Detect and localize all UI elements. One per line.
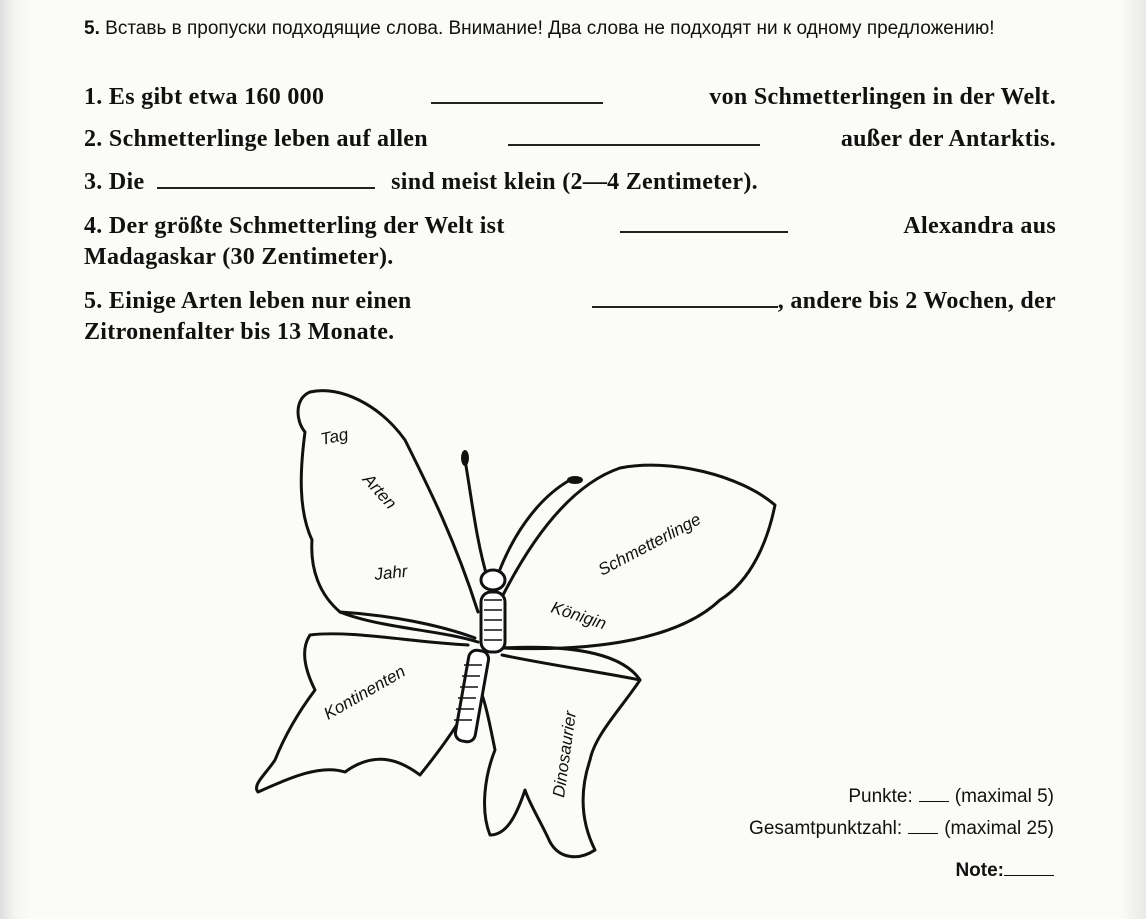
gesamt-label: Gesamtpunktzahl: bbox=[749, 818, 903, 839]
sentence-text-before: Einige Arten leben nur einen bbox=[108, 288, 412, 314]
word-dinosaurier: Dinosaurier bbox=[549, 709, 581, 799]
left-lower-wing bbox=[256, 634, 468, 792]
sentence-text-before: Der größte Schmetterling der Welt ist bbox=[108, 213, 505, 239]
word-schmetterlinge: Schmetterlinge bbox=[594, 509, 704, 580]
sentence-number: 2. bbox=[84, 126, 103, 152]
butterfly-thorax bbox=[481, 592, 505, 652]
punkte-blank[interactable] bbox=[919, 786, 949, 802]
sentence-number: 3. bbox=[84, 169, 103, 195]
punkte-label: Punkte: bbox=[848, 786, 913, 807]
word-arten: Arten bbox=[359, 469, 401, 513]
sentence-4 bbox=[84, 211, 1056, 273]
sentence-text-before: Es gibt etwa 160 000 bbox=[108, 84, 325, 110]
butterfly-word-bank bbox=[240, 380, 800, 880]
word-tag: Tag bbox=[318, 424, 350, 449]
sentence-2 bbox=[84, 126, 1056, 153]
task-instruction-text: Вставь в пропуски подходящие слова. Внимание! Два слова не подходят ни к одному предложению! bbox=[105, 18, 995, 39]
score-punkte bbox=[848, 786, 1054, 808]
task-number: 5. bbox=[84, 18, 100, 39]
task-instruction bbox=[84, 16, 1064, 42]
sentence-number: 1. bbox=[84, 84, 103, 110]
sentence-1 bbox=[84, 84, 1056, 111]
sentence-continuation: Madagaskar (30 Zentimeter). bbox=[84, 244, 394, 270]
sentence-text-after: sind meist klein (2—4 Zentimeter). bbox=[391, 169, 758, 195]
butterfly-abdomen bbox=[454, 649, 490, 743]
score-gesamt bbox=[749, 818, 1054, 840]
answer-blank-4[interactable] bbox=[620, 213, 788, 233]
butterfly-head bbox=[481, 570, 505, 590]
sentence-text-after: von Schmetterlingen in der Welt. bbox=[709, 84, 1056, 110]
sentence-text-before: Die bbox=[108, 169, 145, 195]
answer-blank-5[interactable] bbox=[592, 288, 778, 308]
note-blank[interactable] bbox=[1004, 860, 1054, 876]
sentence-number: 5. bbox=[84, 288, 103, 314]
word-jahr: Jahr bbox=[373, 561, 409, 584]
score-note bbox=[955, 860, 1054, 882]
answer-blank-2[interactable] bbox=[508, 126, 760, 146]
sentence-5 bbox=[84, 286, 1056, 348]
sentence-3 bbox=[84, 169, 1056, 196]
sentence-text-after: , andere bis 2 Wochen, der bbox=[777, 288, 1056, 314]
sentence-text-before: Schmetterlinge leben auf allen bbox=[108, 126, 428, 152]
gesamt-blank[interactable] bbox=[908, 818, 938, 834]
sentence-number: 4. bbox=[84, 213, 103, 239]
sentence-continuation: Zitronenfalter bis 13 Monate. bbox=[84, 319, 395, 345]
note-label: Note: bbox=[955, 860, 1004, 881]
word-koenigin: Königin bbox=[548, 597, 609, 634]
right-antenna bbox=[496, 480, 570, 580]
answer-blank-3[interactable] bbox=[157, 169, 375, 189]
left-antenna bbox=[465, 460, 488, 580]
gesamt-max: (maximal 25) bbox=[944, 818, 1054, 839]
word-kontinenten: Kontinenten bbox=[320, 661, 409, 724]
answer-blank-1[interactable] bbox=[431, 84, 603, 104]
antenna-tip bbox=[567, 476, 583, 484]
antenna-tip bbox=[461, 450, 469, 466]
sentence-text-after: außer der Antarktis. bbox=[840, 126, 1056, 152]
sentence-text-after: Alexandra aus bbox=[903, 213, 1056, 239]
punkte-max: (maximal 5) bbox=[954, 786, 1054, 807]
